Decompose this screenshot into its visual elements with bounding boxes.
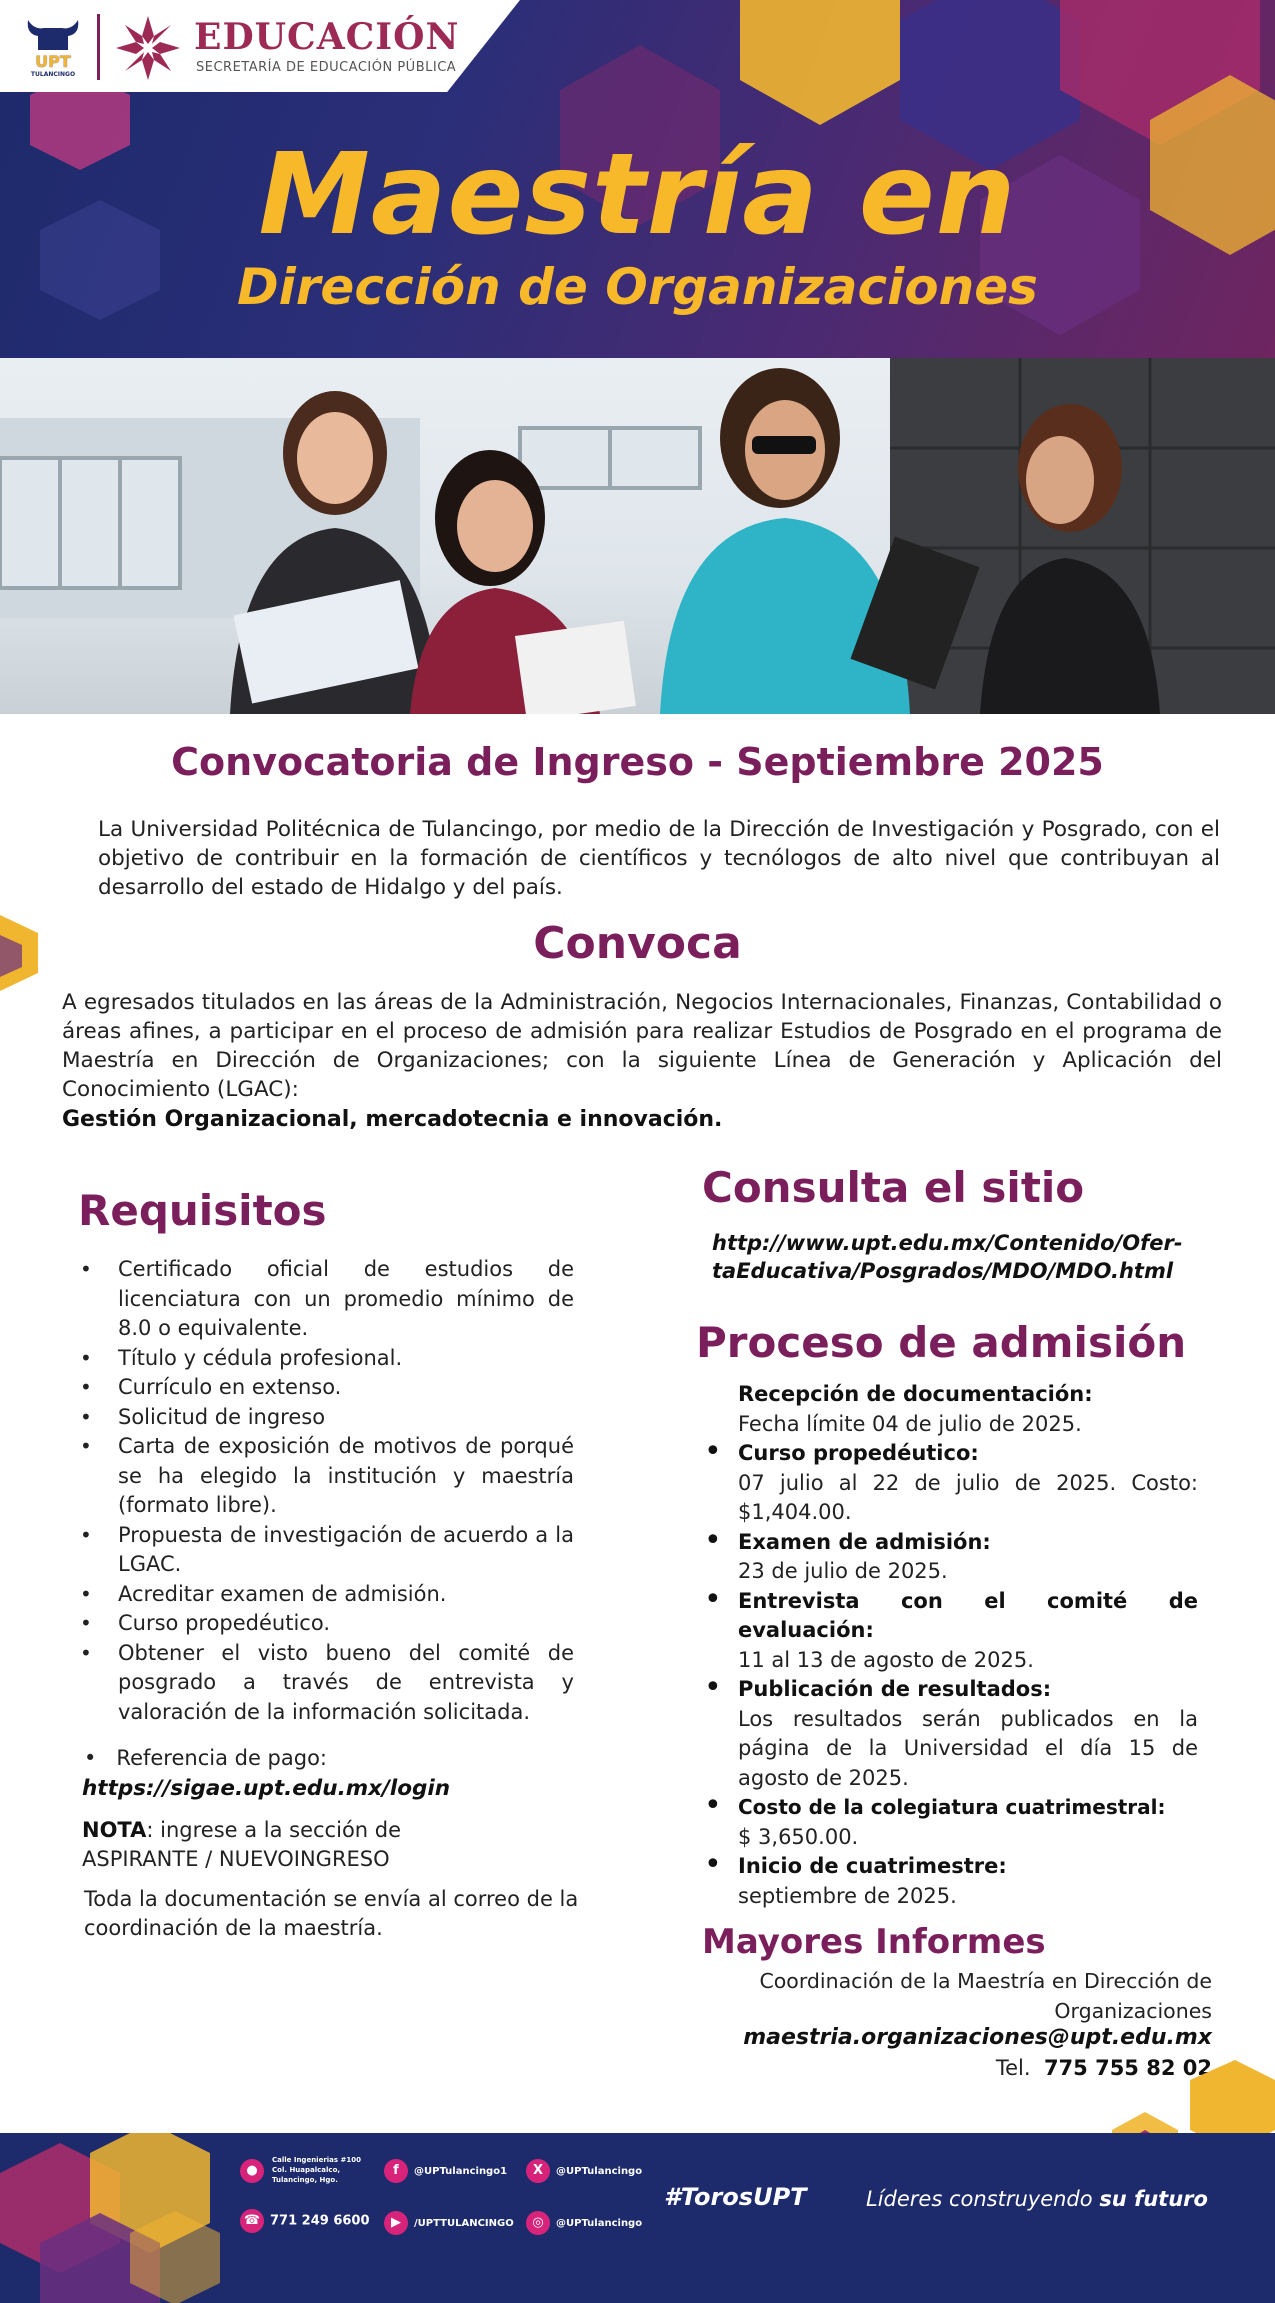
proceso-step: [700, 1528, 1198, 1587]
nota-body: : ingrese a la sección de ASPIRANTE / NUEVOINGRESO: [82, 1818, 402, 1871]
lgac-line: Gestión Organizacional, mercadotecnia e innovación.: [62, 1107, 723, 1132]
requisito-item: • Título y cédula profesional.: [80, 1344, 574, 1374]
facebook-handle: @UPTulancingo1: [414, 2166, 508, 2177]
step-detail: 07 julio al 22 de julio de 2025. Costo: $1,404.00.: [738, 1470, 1198, 1524]
coord-line1: Coordinación de la Maestría en Dirección de: [759, 1969, 1212, 1993]
consulta-title: Consulta el sitio: [702, 1163, 1085, 1212]
requisito-item: • Acreditar examen de admisión.: [80, 1580, 574, 1610]
proceso-list: [700, 1380, 1198, 1911]
pago-link[interactable]: https://sigae.upt.edu.mx/login: [82, 1776, 451, 1801]
footer-phone[interactable]: [240, 2209, 370, 2233]
requisito-item: • Certificado oficial de estudios de licenciatura con un promedio mínimo de 8.0 o equivalente.: [80, 1255, 574, 1344]
step-label: • Costo de la colegiatura cuatrimestral:: [738, 1795, 1166, 1819]
x-icon: X: [526, 2159, 550, 2183]
consulta-url[interactable]: [712, 1229, 1183, 1285]
program-title: Maestría en: [258, 130, 1017, 260]
doc-note: Toda la documentación se envía al correo de la coordinación de la maestría.: [84, 1887, 579, 1940]
youtube-handle: /UPTTULANCINGO: [414, 2218, 514, 2229]
requisito-item: • Obtener el visto bueno del comité de posgrado a través de entrevista y valoración de la información solicitada.: [80, 1639, 574, 1728]
nota-label: NOTA: [82, 1818, 147, 1842]
step-detail: 23 de julio de 2025.: [738, 1559, 948, 1583]
nota-text: [82, 1816, 522, 1874]
informes-title: Mayores Informes: [702, 1922, 1046, 1962]
location-icon: ●: [240, 2159, 264, 2183]
requisito-item: • Solicitud de ingreso: [80, 1403, 574, 1433]
photo-illustration: [0, 358, 1275, 714]
coord-line2: Organizaciones: [1054, 1999, 1212, 2023]
slogan-part-b: su futuro: [1099, 2187, 1208, 2211]
pago-label-text: Referencia de pago:: [116, 1746, 328, 1770]
instagram-icon: ◎: [526, 2211, 550, 2235]
footer-slogan: [866, 2187, 1208, 2211]
program-subtitle: Dirección de Organizaciones: [237, 258, 1038, 316]
step-label: • Inicio de cuatrimestre:: [738, 1854, 1007, 1878]
phone-number: 771 249 6600: [270, 2213, 370, 2229]
footer-x[interactable]: [526, 2159, 642, 2183]
informes-email[interactable]: maestria.organizaciones@upt.edu.mx: [743, 2025, 1212, 2050]
address-line1: Calle Ingenierias #100: [272, 2156, 361, 2164]
address-line3: Tulancingo, Hgo.: [272, 2176, 338, 2184]
instagram-handle: @UPTulancingo: [556, 2218, 643, 2229]
proceso-step: [700, 1793, 1198, 1852]
step-detail: $ 3,650.00.: [738, 1824, 859, 1849]
requisito-item: • Carta de exposición de motivos de porqué se ha elegido la institución y maestría (formato libre).: [80, 1432, 574, 1521]
footer-instagram[interactable]: [526, 2211, 642, 2235]
upt-logo: [22, 16, 84, 78]
sep-subtitle: SECRETARÍA DE EDUCACIÓN PÚBLICA: [196, 60, 457, 75]
upt-logo-text: UPT: [35, 52, 71, 71]
step-label: • Publicación de resultados:: [738, 1677, 1052, 1701]
requisito-item: • Propuesta de investigación de acuerdo a la LGAC.: [80, 1521, 574, 1580]
step-detail: septiembre de 2025.: [738, 1883, 957, 1908]
logo-divider: [97, 14, 100, 80]
sep-star-icon: [114, 14, 182, 82]
tel-label: Tel.: [995, 2056, 1031, 2080]
requisitos-title: Requisitos: [78, 1186, 327, 1235]
bull-icon: [22, 16, 84, 56]
proceso-step: [700, 1675, 1198, 1793]
footer-facebook[interactable]: [384, 2159, 507, 2183]
youtube-icon: ▶: [384, 2211, 408, 2235]
footer: [0, 2133, 1275, 2303]
step-detail: Los resultados serán publicados en la página de la Universidad el día 15 de agosto de 2025.: [738, 1706, 1198, 1790]
upt-logo-subtext: TULANCINGO: [30, 71, 76, 78]
consulta-url-line2[interactable]: taEducativa/Posgrados/MDO/MDO.html: [712, 1259, 1174, 1283]
header-banner: [0, 0, 1275, 358]
facebook-icon: f: [384, 2159, 408, 2183]
requisitos-list: [80, 1255, 574, 1727]
sep-title: EDUCACIÓN: [194, 16, 460, 58]
proceso-step: [700, 1852, 1198, 1911]
convocatoria-title: Convocatoria de Ingreso - Septiembre 2025: [171, 740, 1104, 784]
tel-number[interactable]: 775 755 82 02: [1043, 2056, 1212, 2080]
address-line2: Col. Huapalcalco,: [272, 2166, 341, 2174]
proceso-step: [700, 1439, 1198, 1528]
convoca-title: Convoca: [533, 918, 742, 969]
footer-hashtag: #TorosUPT: [664, 2183, 807, 2211]
pago-label: • Referencia de pago:: [84, 1746, 328, 1770]
requisito-item: • Currículo en extenso.: [80, 1373, 574, 1403]
proceso-step: [700, 1380, 1198, 1439]
phone-icon: ☎: [240, 2209, 264, 2233]
address-block: [272, 2155, 361, 2185]
x-handle: @UPTulancingo: [556, 2166, 643, 2177]
requisito-item: • Curso propedéutico.: [80, 1609, 574, 1639]
step-label: • Examen de admisión:: [738, 1529, 991, 1554]
convoca-body: A egresados titulados en las áreas de la Administración, Negocios Internacionales, Finanzas, Contabilidad o áreas afines, a participar en el proceso de admisión para realizar Estudios de Posgrado en el programa de Maestría en Dirección de Organizaciones; con la siguiente Línea de Generación y Aplicación del Conocimiento (LGAC):: [62, 990, 1222, 1102]
convocatoria-intro: La Universidad Politécnica de Tulancingo, por medio de la Dirección de Investigación y Posgrado, con el objetivo de contribuir en la formación de científicos y tecnólogos de alto nivel que contribuyan al desarrollo del estado de Hidalgo y del país.: [98, 817, 1220, 900]
sep-logo: [114, 14, 182, 82]
step-label: Recepción de documentación:: [738, 1382, 1093, 1406]
slogan-part-a: Líderes construyendo: [866, 2187, 1093, 2211]
step-label: • Curso propedéutico:: [738, 1441, 979, 1465]
step-label: • Entrevista con el comité de evaluación:: [738, 1588, 1198, 1642]
step-detail: 11 al 13 de agosto de 2025.: [738, 1647, 1034, 1672]
proceso-title: Proceso de admisión: [696, 1318, 1187, 1367]
footer-address: [240, 2155, 361, 2185]
proceso-step: [700, 1587, 1198, 1676]
informes-coord: [640, 1966, 1212, 2026]
students-photo: [0, 358, 1275, 714]
step-detail: Fecha límite 04 de julio de 2025.: [738, 1411, 1082, 1436]
footer-youtube[interactable]: [384, 2211, 514, 2235]
consulta-url-line1[interactable]: http://www.upt.edu.mx/Contenido/Ofer-: [712, 1231, 1183, 1255]
